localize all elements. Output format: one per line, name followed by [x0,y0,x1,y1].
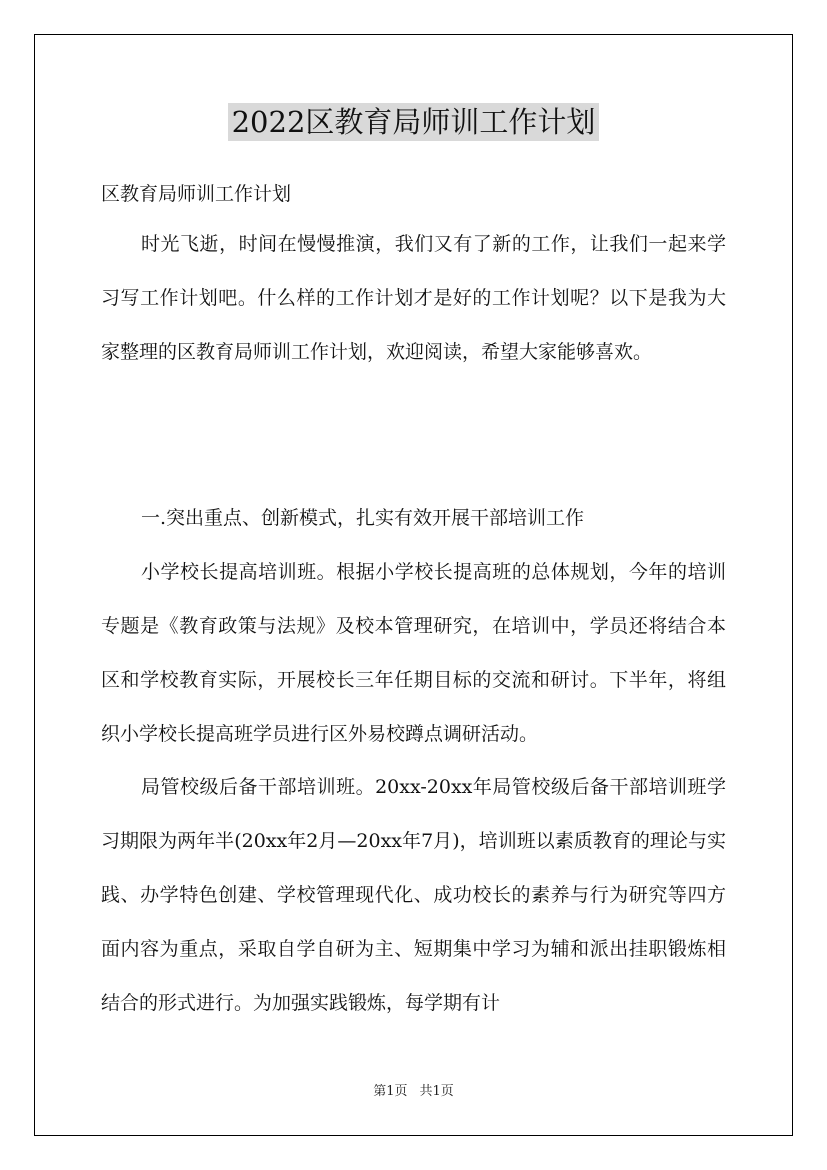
page-number: 第1页 [373,1084,408,1099]
body-paragraph-1: 小学校长提高培训班。根据小学校长提高班的总体规划，今年的培训专题是《教育政策与法规》及校本管理研究，在培训中，学员还将结合本区和学校教育实际，开展校长三年任期目标的交流和研讨。下半年，将组织小学校长提高班学员进行区外易校蹲点调研活动。 [101,561,726,745]
body-paragraph-2: 局管校级后备干部培训班。20xx-20xx年局管校级后备干部培训班学习期限为两年半(20xx年2月—20xx年7月)，培训班以素质教育的理论与实践、办学特色创建、学校管理现代化、成功校长的素养与行为研究等四方面内容为重点，采取自学自研为主、短期集中学习为辅和派出挂职锻炼相结合的形式进行。为加强实践锻炼，每学期有计 [101,776,726,1014]
intro-paragraph: 时光飞逝，时间在慢慢推演，我们又有了新的工作，让我们一起来学习写工作计划吧。什么样的工作计划才是好的工作计划呢？以下是我为大家整理的区教育局师训工作计划，欢迎阅读，希望大家能够喜欢。 [101,233,726,363]
document-title-text: 2022区教育局师训工作计划 [228,103,600,141]
document-title [0,98,827,146]
section-heading: 一.突出重点、创新模式，扎实有效开展干部培训工作 [141,507,585,529]
page-footer [0,1082,827,1102]
document-subtitle: 区教育局师训工作计划 [101,183,292,205]
page-total: 共1页 [419,1084,454,1099]
